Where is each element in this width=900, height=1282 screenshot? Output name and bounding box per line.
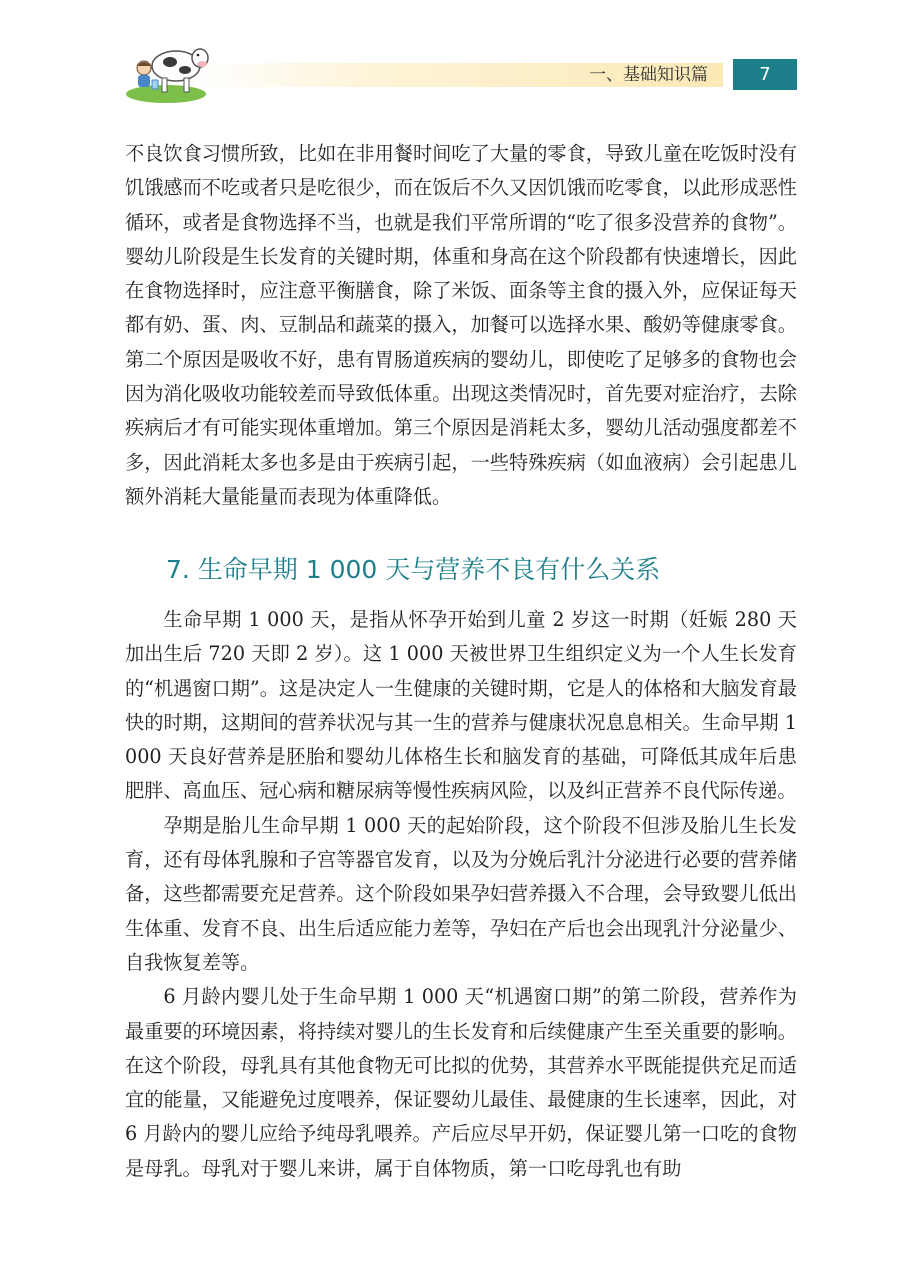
chapter-title: 一、基础知识篇 (589, 65, 708, 85)
cow-and-child-icon (122, 36, 212, 104)
paragraph: 生命早期 1 000 天，是指从怀孕开始到儿童 2 岁这一时期（妊娠 280 天加出生后 720 天即 2 岁）。这 1 000 天被世界卫生组织定义为一个人生长发育的“机遇窗口期”。这是决定人一生健康的关键时期，它是人的体格和大脑发育最快的时期，这期间的营养状况与其一生的营养与健康状况息息相关。生命早期 1 000 天良好营养是胚胎和婴幼儿体格生长和脑发育的基础，可降低其成年后患肥胖、高血压、冠心病和糖尿病等慢性疾病风险，以及纠正营养不良代际传递。 (125, 608, 797, 803)
paragraph: 孕期是胎儿生命早期 1 000 天的起始阶段，这个阶段不但涉及胎儿生长发育，还有母体乳腺和子宫等器官发育，以及为分娩后乳汁分泌进行必要的营养储备，这些都需要充足营养。这个阶段如果孕妇营养摄入不合理，会导致婴儿低出生体重、发育不良、出生后适应能力差等，孕妇在产后也会出现乳汁分泌量少、自我恢复差等。 (125, 813, 797, 974)
paragraph-continuation: 不良饮食习惯所致，比如在非用餐时间吃了大量的零食，导致儿童在吃饭时没有饥饿感而不吃或者只是吃很少，而在饭后不久又因饥饿而吃零食，以此形成恶性循环，或者是食物选择不当，也就是我们平常所谓的“吃了很多没营养的食物”。婴幼儿阶段是生长发育的关键时期，体重和身高在这个阶段都有快速增长，因此在食物选择时，应注意平衡膳食，除了米饭、面条等主食的摄入外，应保证每天都有奶、蛋、肉、豆制品和蔬菜的摄入，加餐可以选择水果、酸奶等健康零食。第二个原因是吸收不好，患有胃肠道疾病的婴幼儿，即使吃了足够多的食物也会因为消化吸收功能较差而导致低体重。出现这类情况时，首先要对症治疗，去除疾病后才有可能实现体重增加。第三个原因是消耗太多，婴幼儿活动强度都差不多，因此消耗太多也多是由于疾病引起，一些特殊疾病（如血液病）会引起患儿额外消耗大量能量而表现为体重降低。 (125, 142, 797, 508)
body-text-top (125, 137, 797, 514)
body-text-section (125, 603, 797, 1186)
paragraph: 6 月龄内婴儿处于生命早期 1 000 天“机遇窗口期”的第二阶段，营养作为最重要的环境因素，将持续对婴儿的生长发育和后续健康产生至关重要的影响。在这个阶段，母乳具有其他食物无可比拟的优势，其营养水平既能提供充足而适宜的能量，又能避免过度喂养，保证婴幼儿最佳、最健康的生长速率，因此，对 6 月龄内的婴儿应给予纯母乳喂养。产后应尽早开奶，保证婴儿第一口吃的食物是母乳。母乳对于婴儿来讲，属于自体物质，第一口吃母乳也有助 (125, 985, 797, 1180)
page-number: 7 (733, 59, 797, 90)
section-heading: 7. 生命早期 1 000 天与营养不良有什么关系 (166, 555, 661, 584)
